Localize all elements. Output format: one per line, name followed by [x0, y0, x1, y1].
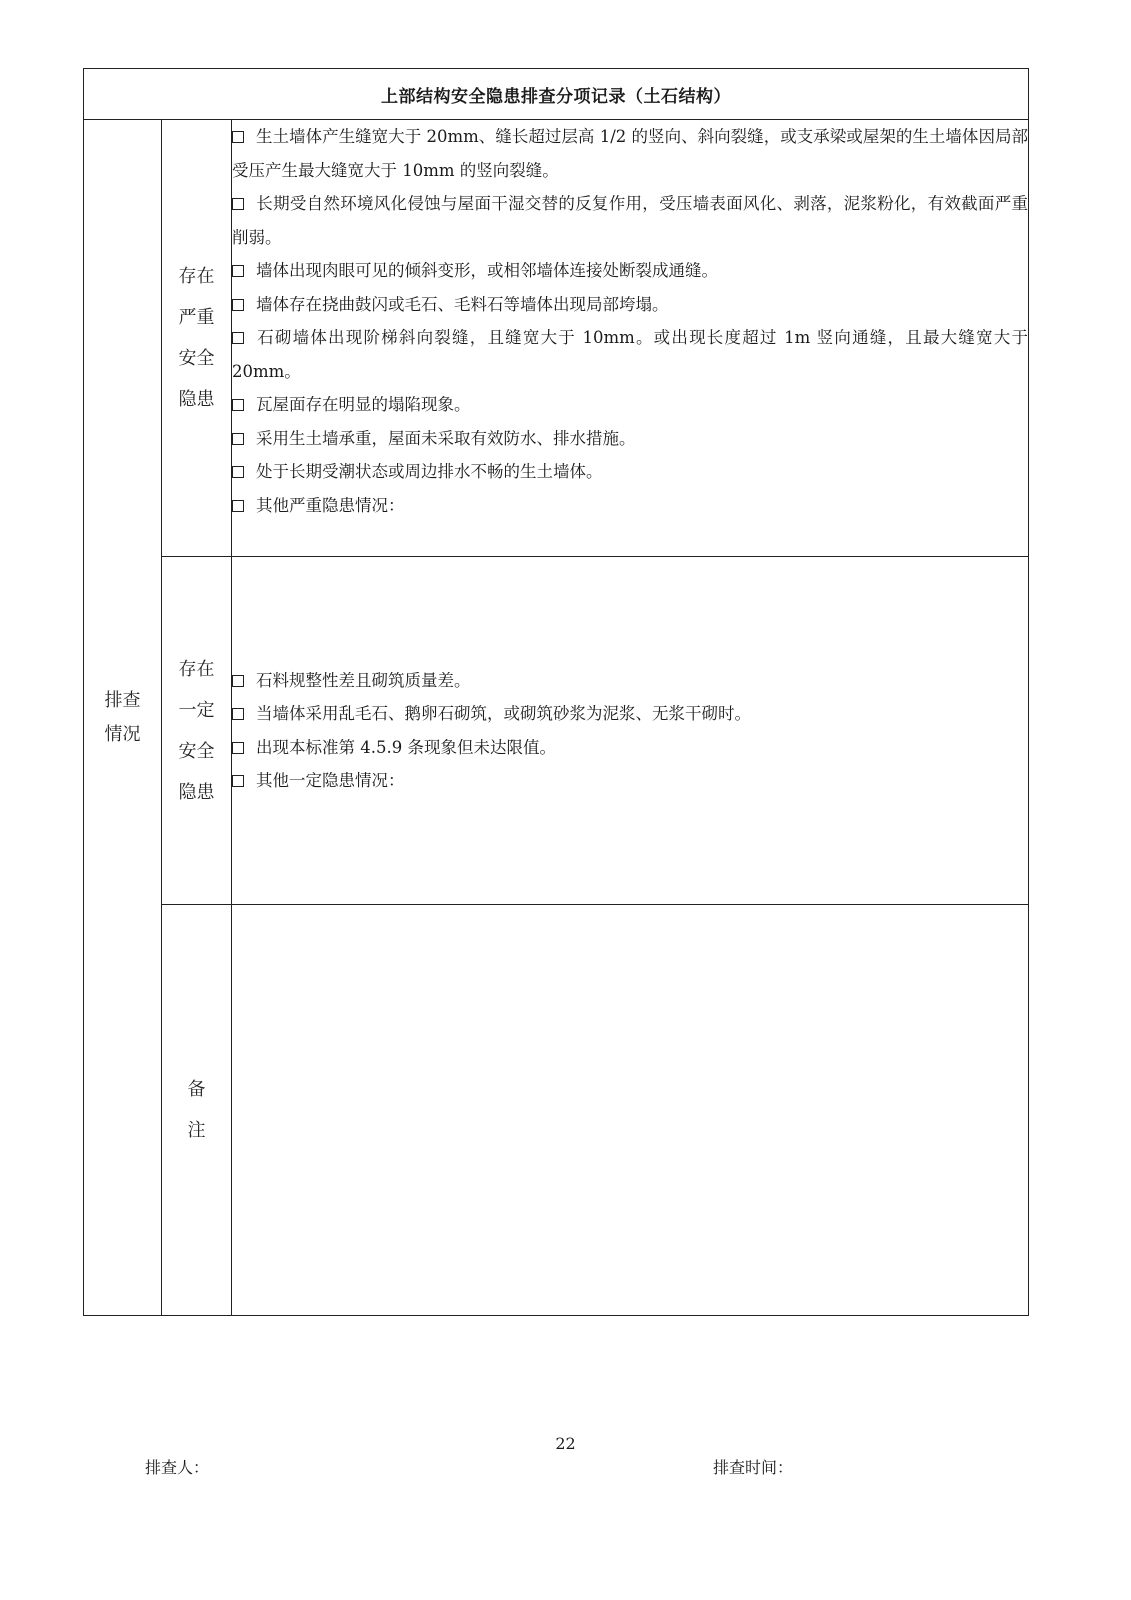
checklist-item — [232, 288, 1028, 322]
checklist-item — [232, 187, 1028, 254]
checklist-item — [232, 664, 1028, 698]
checkbox[interactable] — [232, 500, 244, 512]
checklist-item-text: 其他严重隐患情况： — [256, 495, 405, 515]
checklist-item — [232, 489, 1028, 523]
checklist-item — [232, 697, 1028, 731]
checkbox[interactable] — [232, 708, 244, 720]
checkbox[interactable] — [232, 466, 244, 478]
checklist-item — [232, 254, 1028, 288]
checklist-item-text: 生土墙体产生缝宽大于 20mm、缝长超过层高 1/2 的竖向、斜向裂缝，或支承梁或屋架的生土墙体因局部受压产生最大缝宽大于 10mm 的竖向裂缝。 — [232, 127, 1028, 180]
inspection-record-table — [83, 68, 1029, 1316]
checkbox[interactable] — [232, 742, 244, 754]
checklist-item-text: 采用生土墙承重，屋面未采取有效防水、排水措施。 — [256, 428, 636, 448]
checklist-item — [232, 455, 1028, 489]
severe-hazard-items — [232, 120, 1029, 557]
severe-hazard-label — [162, 120, 232, 557]
checkbox[interactable] — [232, 775, 244, 787]
label-char: 隐患 — [178, 389, 215, 410]
label-char: 安全 — [178, 740, 215, 762]
label-char: 存在 — [178, 658, 215, 680]
label-char: 严重 — [178, 307, 215, 328]
general-hazard-label — [162, 557, 232, 905]
label-char: 存在 — [178, 266, 215, 287]
checklist-item-text: 墙体存在挠曲鼓闪或毛石、毛料石等墙体出现局部垮塌。 — [256, 294, 669, 314]
checkbox[interactable] — [232, 433, 244, 445]
checkbox[interactable] — [232, 399, 244, 411]
checklist-item-text: 瓦屋面存在明显的塌陷现象。 — [256, 395, 471, 414]
checkbox[interactable] — [232, 131, 244, 143]
checkbox[interactable] — [232, 198, 244, 210]
checklist-item-text: 长期受自然环境风化侵蚀与屋面干湿交替的反复作用，受压墙表面风化、剥落，泥浆粉化，有效截面严重削弱。 — [232, 194, 1028, 247]
label-char: 安全 — [178, 348, 215, 369]
table-title: 上部结构安全隐患排查分项记录（土石结构） — [84, 69, 1029, 120]
section-label-line: 排查 — [104, 689, 141, 711]
remarks-label — [162, 905, 232, 1316]
checklist-item-text: 石料规整性差且砌筑质量差。 — [256, 670, 471, 690]
remarks-field[interactable] — [232, 905, 1029, 1316]
checklist-item — [232, 731, 1028, 765]
inspection-time-label: 排查时间： — [713, 1458, 794, 1477]
general-hazard-items — [232, 557, 1029, 905]
section-label-inspection — [84, 120, 162, 1316]
checklist-item-text: 墙体出现肉眼可见的倾斜变形，或相邻墙体连接处断裂成通缝。 — [256, 261, 718, 280]
checklist-item — [232, 764, 1028, 798]
checklist-item-text: 处于长期受潮状态或周边排水不畅的生土墙体。 — [256, 462, 603, 481]
checklist-item — [232, 321, 1028, 388]
checklist-item-text: 其他一定隐患情况： — [256, 771, 405, 790]
page-number: 22 — [555, 1434, 576, 1453]
checklist-item-text: 当墙体采用乱毛石、鹅卵石砌筑，或砌筑砂浆为泥浆、无浆干砌时。 — [256, 704, 751, 723]
checkbox[interactable] — [232, 675, 244, 687]
checkbox[interactable] — [232, 299, 244, 311]
label-char: 一定 — [178, 699, 215, 721]
inspector-label: 排查人： — [145, 1458, 210, 1477]
label-char: 备 — [187, 1079, 206, 1100]
label-char: 隐患 — [178, 781, 215, 803]
label-char: 注 — [187, 1120, 206, 1141]
checklist-item-text: 石砌墙体出现阶梯斜向裂缝，且缝宽大于 10mm。或出现长度超过 1m 竖向通缝，且最大缝宽大于 20mm。 — [232, 328, 1028, 381]
checklist-item — [232, 388, 1028, 422]
checklist-item — [232, 120, 1028, 187]
checkbox[interactable] — [232, 332, 244, 344]
section-label-line: 情况 — [104, 723, 141, 745]
checklist-item-text: 出现本标准第 4.5.9 条现象但未达限值。 — [256, 737, 556, 757]
checkbox[interactable] — [232, 265, 244, 277]
checklist-item — [232, 422, 1028, 456]
